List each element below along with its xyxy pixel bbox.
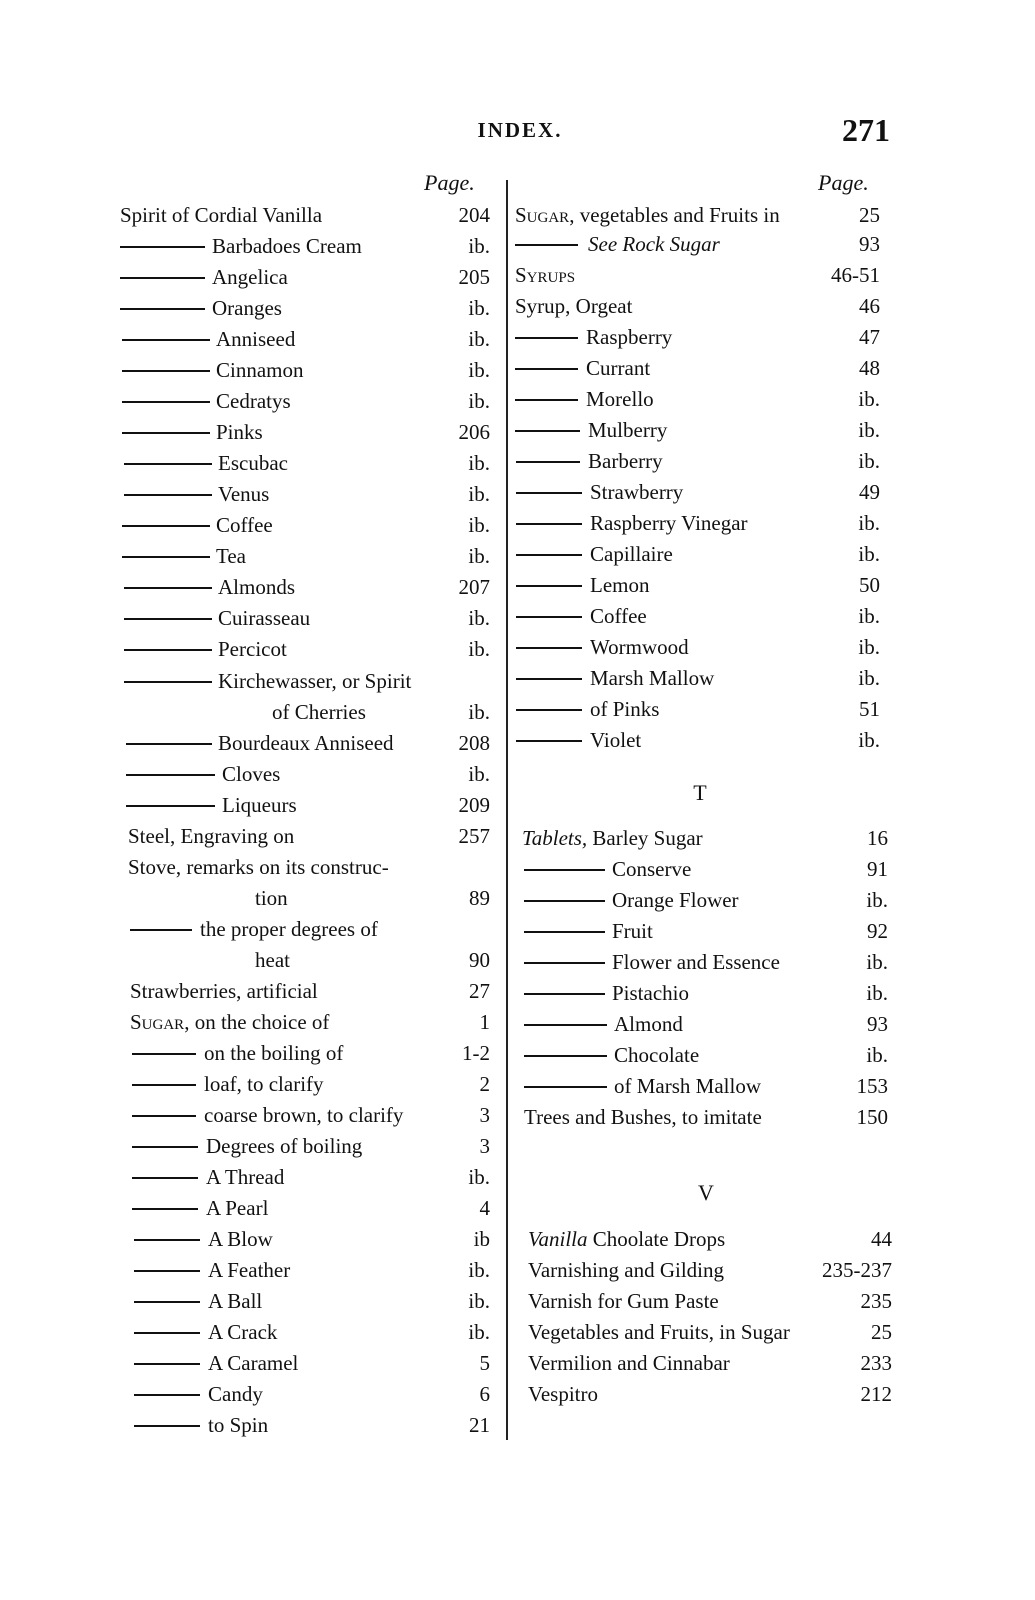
left-index-entry [0, 448, 506, 478]
entry-text: Orange Flower [612, 888, 739, 912]
entry-text: Currant [586, 356, 651, 380]
entry-page-number: 208 [458, 731, 490, 755]
entry-text: A Ball [208, 1289, 263, 1313]
left-index-entry [0, 634, 506, 664]
section-t-index-entry [508, 1009, 1035, 1039]
entry-page-number: 93 [859, 232, 880, 256]
entry-text: the proper degrees of [200, 917, 378, 941]
repeat-dash [524, 1086, 607, 1088]
right-index-entry [508, 260, 1035, 290]
right-index-entry [508, 322, 1035, 352]
left-index-entry [0, 697, 506, 727]
entry-page-number: ib. [858, 387, 880, 411]
repeat-dash [515, 430, 580, 432]
repeat-dash [124, 494, 212, 496]
entry-text: Varnish for Gum Paste [528, 1289, 719, 1313]
entry-page-number: 206 [458, 420, 490, 444]
section-t-index-entry [508, 978, 1035, 1008]
section-v-index-entry [508, 1255, 1035, 1285]
left-index-entry [0, 1007, 506, 1037]
entry-page-number: 50 [859, 573, 880, 597]
repeat-dash [516, 740, 582, 742]
left-index-entry [0, 293, 506, 323]
entry-text: Venus [218, 482, 270, 506]
right-index-entry [508, 229, 1035, 259]
repeat-dash [516, 585, 582, 587]
repeat-dash [126, 743, 212, 745]
left-index-entry [0, 1193, 506, 1223]
entry-text: Barberry [588, 449, 663, 473]
repeat-dash [124, 681, 212, 683]
section-t-index-entry [508, 885, 1035, 915]
entry-text: Almond [614, 1012, 683, 1036]
repeat-dash [126, 805, 215, 807]
entry-page-number: ib. [468, 544, 490, 568]
entry-text: A Caramel [208, 1351, 299, 1375]
right-index-entry [508, 200, 1035, 230]
repeat-dash [124, 463, 212, 465]
left-index-entry [0, 852, 506, 882]
entry-page-number: ib. [858, 728, 880, 752]
section-t-index-entry [508, 1102, 1035, 1132]
entry-page-number: ib. [468, 327, 490, 351]
section-v-index-entry [508, 1286, 1035, 1316]
page-number: 271 [842, 112, 890, 148]
entry-text: Varnishing and Gilding [528, 1258, 724, 1282]
entry-page-number: ib. [468, 1258, 490, 1282]
section-t-index-entry [508, 1040, 1035, 1070]
entry-page-number: 209 [458, 793, 490, 817]
left-index-entry [0, 1162, 506, 1192]
entry-text: Anniseed [216, 327, 296, 351]
left-index-entry [0, 1131, 506, 1161]
entry-text: See Rock Sugar [588, 232, 720, 256]
entry-page-number: ib. [866, 1043, 888, 1067]
entry-page-number: 16 [867, 826, 888, 850]
left-index-entry [0, 324, 506, 354]
left-index-entry [0, 790, 506, 820]
left-index-entry [0, 479, 506, 509]
right-index-entry [508, 694, 1035, 724]
entry-page-number: ib. [858, 418, 880, 442]
repeat-dash [120, 277, 205, 279]
left-index-entry [0, 355, 506, 385]
right-index-entry [508, 446, 1035, 476]
repeat-dash [130, 929, 192, 931]
repeat-dash [122, 339, 210, 341]
left-index-entry [0, 386, 506, 416]
repeat-dash [516, 616, 582, 618]
entry-page-number: 25 [859, 203, 880, 227]
entry-text: Wormwood [590, 635, 689, 659]
left-index-entry [0, 1317, 506, 1347]
entry-text: Trees and Bushes, to imitate [524, 1105, 762, 1129]
entry-text: Pinks [216, 420, 263, 444]
left-index-entry [0, 728, 506, 758]
entry-page-number: ib. [468, 451, 490, 475]
repeat-dash [122, 370, 210, 372]
entry-text: Morello [586, 387, 654, 411]
repeat-dash [524, 1055, 607, 1057]
repeat-dash [126, 774, 215, 776]
left-index-entry [0, 914, 506, 944]
left-index-entry [0, 1224, 506, 1254]
entry-page-number: ib. [468, 762, 490, 786]
entry-page-number: 205 [458, 265, 490, 289]
repeat-dash [132, 1053, 196, 1055]
left-index-entry [0, 510, 506, 540]
left-index-entry [0, 1255, 506, 1285]
repeat-dash [516, 678, 582, 680]
entry-page-number: ib. [468, 296, 490, 320]
entry-page-number: 46 [859, 294, 880, 318]
left-index-entry [0, 1286, 506, 1316]
repeat-dash [515, 337, 578, 339]
entry-text: Violet [590, 728, 642, 752]
entry-page-number: 91 [867, 857, 888, 881]
repeat-dash [516, 647, 582, 649]
right-index-entry [508, 384, 1035, 414]
entry-text: Vegetables and Fruits, in Sugar [528, 1320, 790, 1344]
entry-text: Coffee [590, 604, 647, 628]
right-index-entry [508, 539, 1035, 569]
left-index-entry [0, 821, 506, 851]
entry-page-number: 235-237 [822, 1258, 892, 1282]
entry-page-number: ib. [858, 449, 880, 473]
entry-text: Steel, Engraving on [128, 824, 295, 848]
entry-page-number: ib. [468, 700, 490, 724]
entry-page-number: ib [473, 1227, 490, 1251]
entry-text: Chocolate [614, 1043, 700, 1067]
entry-text: of Marsh Mallow [614, 1074, 761, 1098]
section-t-index-entry [508, 854, 1035, 884]
repeat-dash [134, 1332, 200, 1334]
entry-text: A Pearl [206, 1196, 269, 1220]
section-t-index-entry [508, 947, 1035, 977]
entry-text: Marsh Mallow [590, 666, 715, 690]
section-v-index-entry [508, 1224, 1035, 1254]
entry-text: Coffee [216, 513, 273, 537]
repeat-dash [524, 900, 605, 902]
entry-text: Degrees of boiling [206, 1134, 363, 1158]
entry-text: Syrups [515, 263, 576, 287]
repeat-dash [515, 244, 578, 246]
entry-text: Stove, remarks on its construc- [128, 855, 389, 879]
entry-text: Barbadoes Cream [212, 234, 362, 258]
section-v-index-entry [508, 1317, 1035, 1347]
section-letter-t: T [693, 780, 707, 805]
right-index-entry [508, 508, 1035, 538]
entry-text: Cedratys [216, 389, 291, 413]
entry-page-number: ib. [468, 234, 490, 258]
repeat-dash [122, 556, 210, 558]
entry-page-number: ib. [858, 666, 880, 690]
repeat-dash [122, 432, 210, 434]
left-index-entry [0, 666, 506, 696]
repeat-dash [122, 401, 210, 403]
entry-page-number: 5 [479, 1351, 490, 1375]
entry-text: Oranges [212, 296, 282, 320]
entry-text: loaf, to clarify [204, 1072, 324, 1096]
entry-page-number: 27 [469, 979, 490, 1003]
entry-page-number: ib. [866, 950, 888, 974]
repeat-dash [132, 1115, 196, 1117]
entry-text: A Thread [206, 1165, 285, 1189]
entry-page-number: ib. [858, 635, 880, 659]
entry-text: Raspberry Vinegar [590, 511, 748, 535]
repeat-dash [132, 1177, 198, 1179]
entry-page-number: ib. [468, 358, 490, 382]
left-index-entry [0, 1069, 506, 1099]
repeat-dash [132, 1208, 198, 1210]
entry-page-number: 2 [479, 1072, 490, 1096]
right-index-entry [508, 725, 1035, 755]
entry-page-number: 3 [479, 1134, 490, 1158]
entry-page-number: 207 [458, 575, 490, 599]
entry-text: of Cherries [272, 700, 366, 724]
entry-page-number: ib. [858, 542, 880, 566]
entry-text: Vermilion and Cinnabar [528, 1351, 730, 1375]
entry-page-number: 212 [860, 1382, 892, 1406]
entry-text: Candy [208, 1382, 263, 1406]
entry-page-number: 150 [856, 1105, 888, 1129]
repeat-dash [516, 523, 582, 525]
entry-page-number: ib. [866, 981, 888, 1005]
repeat-dash [134, 1270, 200, 1272]
repeat-dash [524, 962, 605, 964]
entry-page-number: ib. [468, 1320, 490, 1344]
entry-page-number: 49 [859, 480, 880, 504]
entry-text: on the boiling of [204, 1041, 344, 1065]
left-index-entry [0, 417, 506, 447]
repeat-dash [124, 649, 212, 651]
section-t-index-entry [508, 916, 1035, 946]
repeat-dash [120, 246, 205, 248]
entry-page-number: 25 [871, 1320, 892, 1344]
entry-text: Sugar, vegetables and Fruits in [515, 203, 780, 227]
entry-text: Spirit of Cordial Vanilla [120, 203, 323, 227]
repeat-dash [124, 587, 212, 589]
entry-page-number: 1-2 [462, 1041, 490, 1065]
right-index-entry [508, 570, 1035, 600]
left-index-entry [0, 945, 506, 975]
repeat-dash [122, 525, 210, 527]
entry-page-number: 44 [871, 1227, 892, 1251]
entry-page-number: ib. [468, 606, 490, 630]
entry-text: Flower and Essence [612, 950, 780, 974]
left-index-entry [0, 1410, 506, 1440]
entry-text: Fruit [612, 919, 653, 943]
entry-text: Capillaire [590, 542, 673, 566]
left-index-entry [0, 1100, 506, 1130]
left-index-entry [0, 231, 506, 261]
entry-page-number: 3 [479, 1103, 490, 1127]
entry-page-number: 92 [867, 919, 888, 943]
entry-page-number: 1 [479, 1010, 490, 1034]
right-index-entry [508, 353, 1035, 383]
entry-page-number: 90 [469, 948, 490, 972]
left-index-entry [0, 976, 506, 1006]
left-index-entry [0, 759, 506, 789]
entry-page-number: 21 [469, 1413, 490, 1437]
entry-text: Tablets, Barley Sugar [522, 826, 703, 850]
entry-page-number: ib. [468, 637, 490, 661]
right-index-entry [508, 663, 1035, 693]
repeat-dash [524, 931, 605, 933]
entry-page-number: ib. [468, 482, 490, 506]
section-v-index-entry [508, 1379, 1035, 1409]
entry-text: Raspberry [586, 325, 673, 349]
entry-text: to Spin [208, 1413, 269, 1437]
repeat-dash [134, 1363, 200, 1365]
entry-page-number: 93 [867, 1012, 888, 1036]
repeat-dash [515, 399, 578, 401]
entry-page-number: 6 [479, 1382, 490, 1406]
entry-page-number: 47 [859, 325, 880, 349]
left-index-entry [0, 1038, 506, 1068]
left-index-entry [0, 572, 506, 602]
repeat-dash [120, 308, 205, 310]
left-index-entry [0, 603, 506, 633]
right-index-entry [508, 601, 1035, 631]
entry-text: Cuirasseau [218, 606, 311, 630]
left-page-label: Page. [424, 170, 475, 195]
entry-text: heat [255, 948, 290, 972]
right-index-entry [508, 477, 1035, 507]
repeat-dash [515, 368, 578, 370]
entry-text: Cinnamon [216, 358, 304, 382]
entry-page-number: 48 [859, 356, 880, 380]
repeat-dash [524, 993, 605, 995]
entry-page-number: ib. [858, 511, 880, 535]
entry-page-number: ib. [468, 1165, 490, 1189]
section-letter-v: V [698, 1180, 714, 1205]
page-header-title: INDEX. [477, 118, 563, 142]
entry-page-number: 235 [860, 1289, 892, 1313]
entry-text: Percicot [218, 637, 287, 661]
entry-text: Mulberry [588, 418, 668, 442]
repeat-dash [124, 618, 212, 620]
entry-text: A Blow [208, 1227, 273, 1251]
repeat-dash [516, 709, 582, 711]
left-index-entry [0, 200, 506, 230]
entry-text: A Crack [208, 1320, 278, 1344]
entry-text: Tea [216, 544, 247, 568]
left-index-entry [0, 262, 506, 292]
entry-page-number: 4 [479, 1196, 490, 1220]
entry-text: Lemon [590, 573, 650, 597]
repeat-dash [132, 1146, 198, 1148]
entry-text: Sugar, on the choice of [130, 1010, 330, 1034]
entry-text: Pistachio [612, 981, 689, 1005]
entry-text: Strawberry [590, 480, 684, 504]
left-index-entry [0, 1379, 506, 1409]
repeat-dash [134, 1394, 200, 1396]
entry-text: Cloves [222, 762, 281, 786]
right-index-entry [508, 291, 1035, 321]
section-t-index-entry [508, 1071, 1035, 1101]
entry-text: tion [255, 886, 288, 910]
repeat-dash [134, 1239, 200, 1241]
entry-page-number: 51 [859, 697, 880, 721]
entry-text: Almonds [218, 575, 296, 599]
entry-text: Bourdeaux Anniseed [218, 731, 394, 755]
entry-text: Angelica [212, 265, 288, 289]
entry-page-number: 233 [860, 1351, 892, 1375]
entry-text: Syrup, Orgeat [515, 294, 633, 318]
entry-page-number: 153 [856, 1074, 888, 1098]
entry-text: Vanilla Choolate Drops [528, 1227, 726, 1251]
entry-text: Vespitro [528, 1382, 598, 1406]
section-v-index-entry [508, 1348, 1035, 1378]
right-index-entry [508, 415, 1035, 445]
entry-page-number: 89 [469, 886, 490, 910]
entry-page-number: ib. [468, 1289, 490, 1313]
right-page-label: Page. [818, 170, 869, 195]
entry-page-number: 46-51 [831, 263, 880, 287]
entry-text: Conserve [612, 857, 692, 881]
entry-text: Strawberries, artificial [130, 979, 318, 1003]
repeat-dash [134, 1301, 200, 1303]
entry-page-number: 257 [458, 824, 490, 848]
right-index-entry [508, 632, 1035, 662]
entry-page-number: ib. [468, 513, 490, 537]
left-index-entry [0, 1348, 506, 1378]
entry-page-number: 204 [458, 203, 490, 227]
entry-text: coarse brown, to clarify [204, 1103, 404, 1127]
section-t-index-entry [508, 823, 1035, 853]
entry-text: of Pinks [590, 697, 660, 721]
entry-text: Liqueurs [222, 793, 297, 817]
entry-text: Kirchewasser, or Spirit [218, 669, 412, 693]
entry-text: A Feather [208, 1258, 291, 1282]
repeat-dash [134, 1425, 200, 1427]
entry-text: Escubac [218, 451, 288, 475]
repeat-dash [516, 461, 580, 463]
repeat-dash [524, 1024, 607, 1026]
repeat-dash [516, 492, 582, 494]
entry-page-number: ib. [858, 604, 880, 628]
left-index-entry [0, 541, 506, 571]
repeat-dash [132, 1084, 196, 1086]
entry-page-number: ib. [468, 389, 490, 413]
repeat-dash [516, 554, 582, 556]
repeat-dash [524, 869, 605, 871]
entry-page-number: ib. [866, 888, 888, 912]
left-index-entry [0, 883, 506, 913]
